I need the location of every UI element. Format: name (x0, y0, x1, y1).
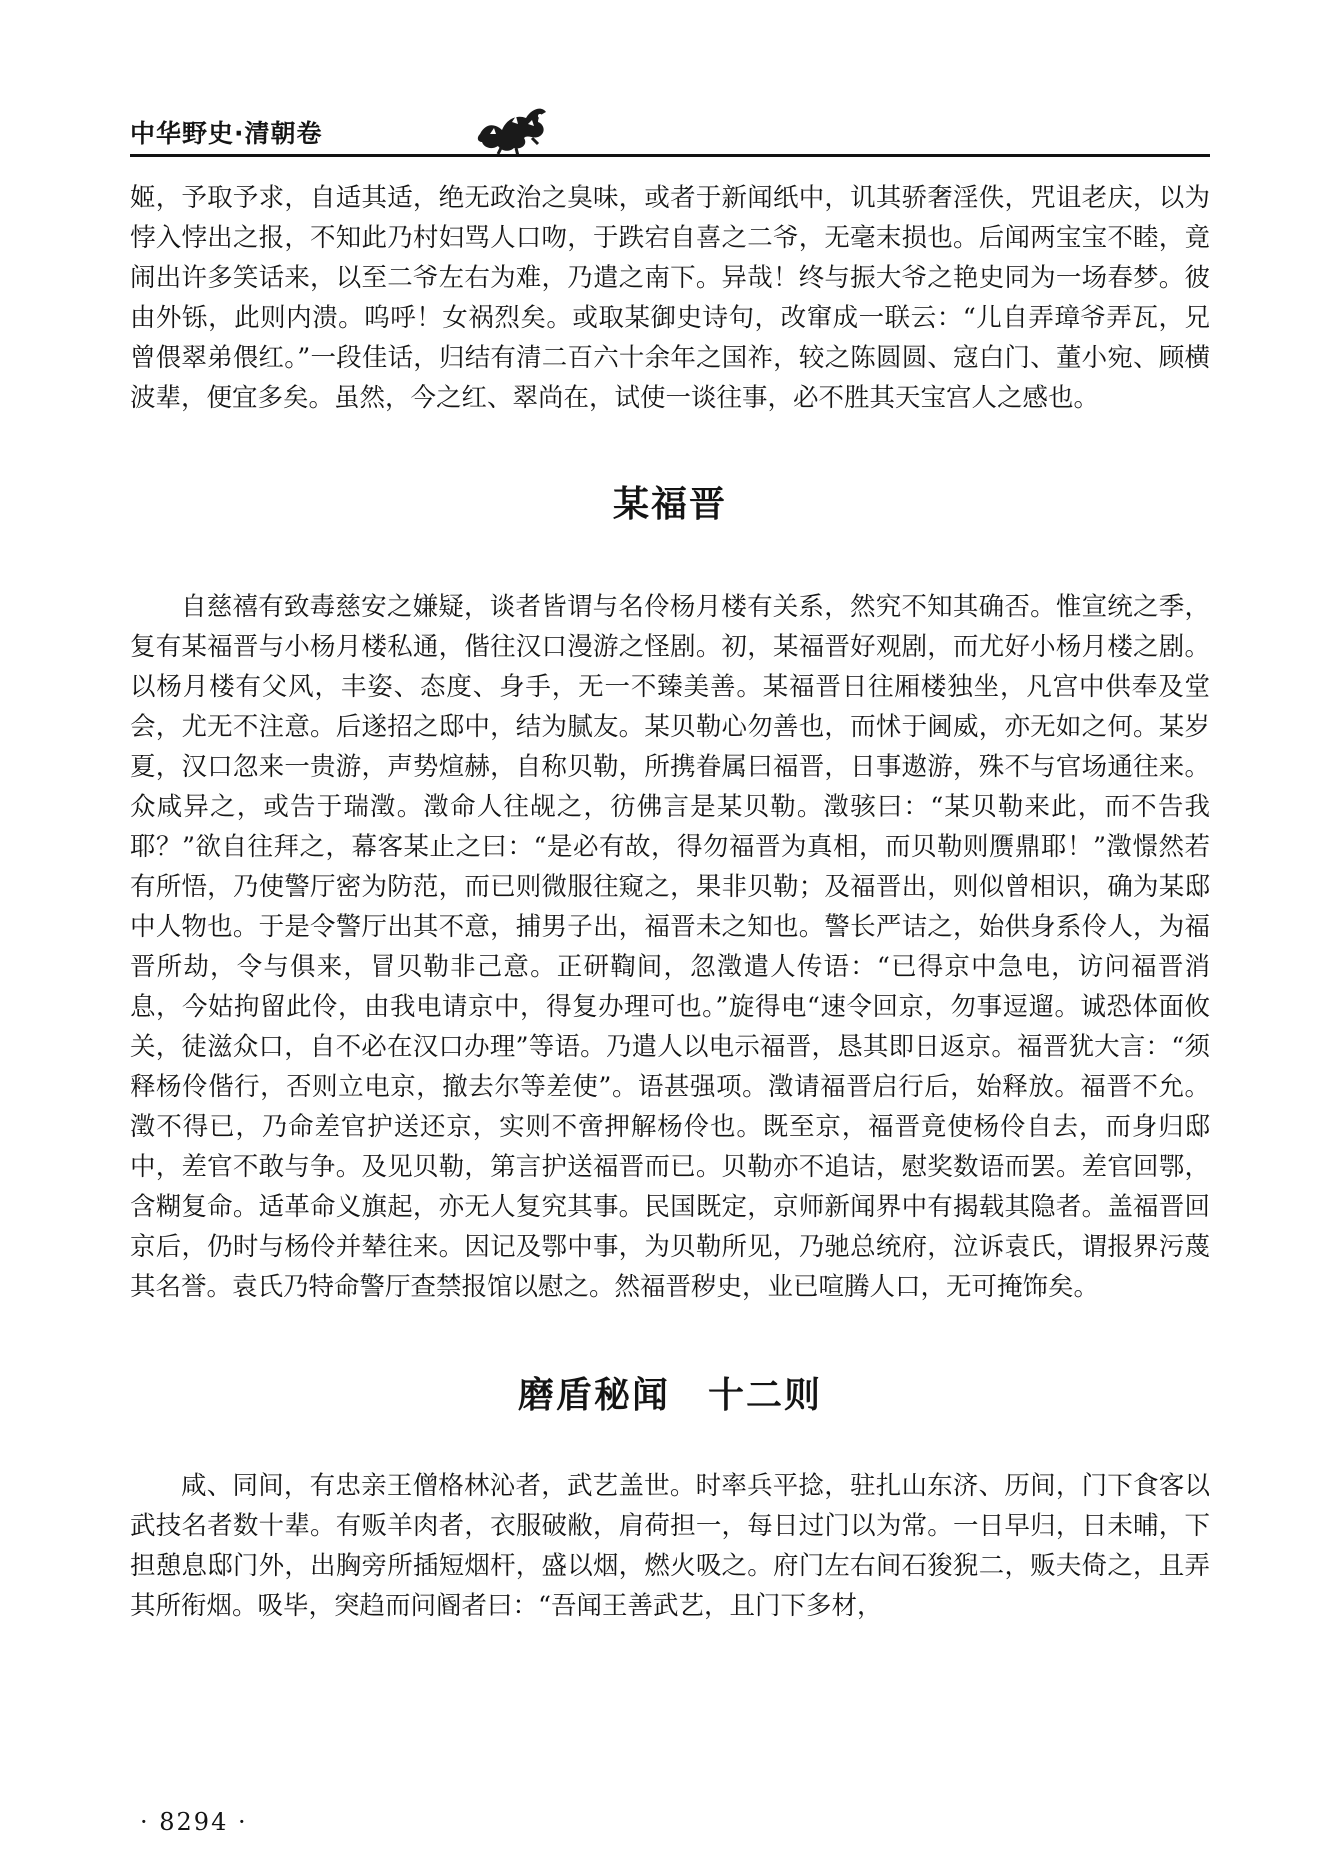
page-body (130, 178, 1210, 1626)
header-rule (130, 154, 1210, 157)
book-title: 中华野史·清朝卷 (130, 119, 323, 148)
paragraph-continued: 姬，予取予求，自适其适，绝无政治之臭味，或者于新闻纸中，讥其骄奢淫佚，咒诅老庆，以为悖入悖出之报，不知此乃村妇骂人口吻，于跌宕自喜之二爷，无毫末损也。后闻两宝宝不睦，竟闹出许多笑话来，以至二爷左右为难，乃遣之南下。异哉！终与振大爷之艳史同为一场春梦。彼由外铄，此则内溃。呜呼！女祸烈矣。或取某御史诗句，改窜成一联云：“儿自弄璋爷弄瓦，兄曾偎翠弟偎红。”一段佳话，归结有清二百六十余年之国祚，较之陈圆圆、寇白门、董小宛、顾横波辈，便宜多矣。虽然，今之红、翠尚在，试使一谈往事，必不胜其天宝宫人之感也。 (130, 183, 1210, 413)
section-title-modun: 磨盾秘闻 十二则 (517, 1375, 822, 1416)
running-header (130, 108, 1210, 164)
dragon-icon (472, 94, 552, 156)
page-number: · 8294 · (140, 1808, 248, 1836)
paragraph-fujin: 自慈禧有致毒慈安之嫌疑，谈者皆谓与名伶杨月楼有关系，然究不知其确否。惟宣统之季，复有某福晋与小杨月楼私通，偕往汉口漫游之怪剧。初，某福晋好观剧，而尤好小杨月楼之剧。以杨月楼有父风，丰姿、态度、身手，无一不臻美善。某福晋日往厢楼独坐，凡宫中供奉及堂会，尤无不注意。后遂招之邸中，结为腻友。某贝勒心勿善也，而怵于阃威，亦无如之何。某岁夏，汉口忽来一贵游，声势煊赫，自称贝勒，所携眷属曰福晋，日事遨游，殊不与官场通往来。众咸异之，或告于瑞澂。澂命人往觇之，彷佛言是某贝勒。澂骇曰：“某贝勒来此，而不告我耶？”欲自往拜之，幕客某止之曰：“是必有故，得勿福晋为真相，而贝勒则赝鼎耶！”澂憬然若有所悟，乃使警厅密为防范，而已则微服往窥之，果非贝勒；及福晋出，则似曾相识，确为某邸中人物也。于是令警厅出其不意，捕男子出，福晋未之知也。警长严诘之，始供身系伶人，为福晋所劫，令与俱来，冒贝勒非己意。正研鞫间，忽澂遣人传语：“已得京中急电，访问福晋消息，今姑拘留此伶，由我电请京中，得复办理可也。”旋得电“速令回京，勿事逗遛。诚恐体面攸关，徒滋众口，自不必在汉口办理”等语。乃遣人以电示福晋，恳其即日返京。福晋犹大言：“须释杨伶偕行，否则立电京，撤去尔等差使”。语甚强项。澂请福晋启行后，始释放。福晋不允。澂不得已，乃命差官护送还京，实则不啻押解杨伶也。既至京，福晋竟使杨伶自去，而身归邸中，差官不敢与争。及见贝勒，第言护送福晋而已。贝勒亦不追诘，慰奖数语而罢。差官回鄂，含糊复命。适革命义旗起，亦无人复究其事。民国既定，京师新闻界中有揭载其隐者。盖福晋回京后，仍时与杨伶并辇往来。因记及鄂中事，为贝勒所见，乃驰总统府，泣诉袁氏，谓报界污蔑其名誉。袁氏乃特命警厅查禁报馆以慰之。然福晋秽史，业已喧腾人口，无可掩饰矣。 (130, 592, 1210, 1302)
paragraph-modun: 咸、同间，有忠亲王僧格林沁者，武艺盖世。时率兵平捻，驻扎山东济、历间，门下食客以武技名者数十辈。有贩羊肉者，衣服破敝，肩荷担一，每日过门以为常。一日早归，日未晡，下担憩息邸门外，出胸旁所插短烟杆，盛以烟，燃火吸之。府门左右间石狻猊二，贩夫倚之，且弄其所衔烟。吸毕，突趋而问阍者曰：“吾闻王善武艺，且门下多材， (130, 1471, 1210, 1621)
section-title-fujin: 某福晋 (612, 484, 727, 525)
